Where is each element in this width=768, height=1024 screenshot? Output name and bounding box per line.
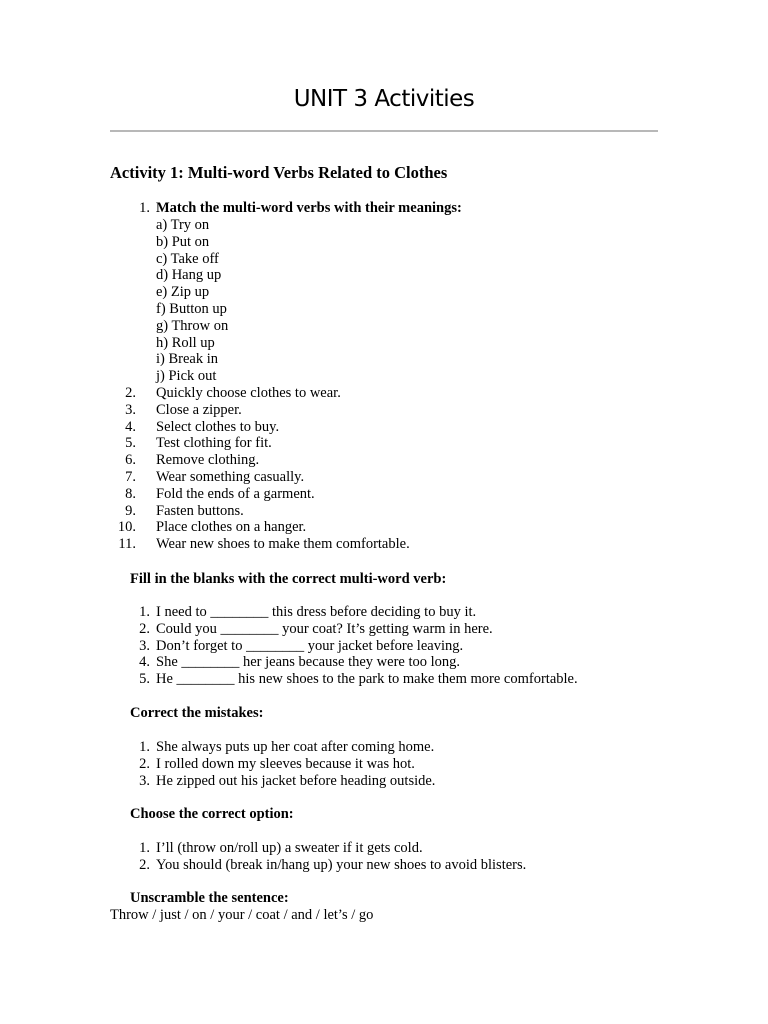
list-text: Test clothing for fit. xyxy=(156,435,272,452)
list-text: I need to ________ this dress before deciding to buy it. xyxy=(156,604,477,620)
list-text: She ________ her jeans because they were too long. xyxy=(156,654,461,671)
list-number: 7. xyxy=(125,468,136,485)
list-number: 4. xyxy=(139,654,150,671)
list-number: 10. xyxy=(117,519,136,536)
list-text: Don’t forget to ________ your jacket before leaving. xyxy=(156,637,464,654)
option-item: d) Hang up xyxy=(156,267,222,284)
list-item xyxy=(110,638,750,655)
list-item xyxy=(110,402,710,419)
list-text: I rolled down my sleeves because it was hot. xyxy=(156,755,415,772)
option-item: h) Roll up xyxy=(156,334,215,351)
list-text: He ________ his new shoes to the park to make them more comfortable. xyxy=(156,671,578,688)
list-number: 11. xyxy=(118,536,136,553)
list-item xyxy=(110,503,710,520)
list-number: 4. xyxy=(125,418,136,435)
match-instruction-row xyxy=(110,200,710,217)
page-title: UNIT 3 Activities xyxy=(293,86,475,112)
list-item xyxy=(110,435,710,452)
option-item: a) Try on xyxy=(156,217,210,233)
list-text: You should (break in/hang up) your new shoes to avoid blisters. xyxy=(156,856,527,873)
choose-list xyxy=(110,840,710,874)
list-item xyxy=(110,519,710,536)
list-item xyxy=(110,840,710,857)
option-item: b) Put on xyxy=(156,233,210,250)
list-item xyxy=(110,621,750,638)
list-text: She always puts up her coat after coming home. xyxy=(156,739,435,755)
list-number: 3. xyxy=(139,637,150,654)
mistakes-heading: Correct the mistakes: xyxy=(130,705,264,721)
title-divider xyxy=(110,130,658,132)
list-text: Select clothes to buy. xyxy=(156,418,280,435)
list-number: 6. xyxy=(125,452,136,469)
list-number: 2. xyxy=(139,755,150,772)
list-number: 8. xyxy=(125,485,136,502)
fill-list xyxy=(110,604,750,688)
list-text: Could you ________ your coat? It’s getting warm in here. xyxy=(156,620,493,637)
list-item xyxy=(110,486,710,503)
list-item xyxy=(110,739,710,756)
match-options xyxy=(156,217,456,385)
list-text: Wear new shoes to make them comfortable. xyxy=(156,536,410,553)
list-item xyxy=(110,419,710,436)
list-number: 1. xyxy=(139,200,150,216)
list-number: 2. xyxy=(139,856,150,873)
meanings-list xyxy=(110,385,710,553)
activity-heading: Activity 1: Multi-word Verbs Related to Clothes xyxy=(110,163,448,182)
list-text: Close a zipper. xyxy=(156,401,242,418)
list-item xyxy=(110,604,750,621)
match-instruction: Match the multi-word verbs with their meanings: xyxy=(156,200,462,216)
list-number: 5. xyxy=(139,671,150,688)
option-item: j) Pick out xyxy=(156,368,217,385)
list-number: 1. xyxy=(139,739,150,755)
unscramble-heading: Unscramble the sentence: xyxy=(130,890,289,906)
list-item xyxy=(110,671,750,688)
list-number: 9. xyxy=(125,502,136,519)
list-text: Quickly choose clothes to wear. xyxy=(156,385,341,401)
list-text: Fasten buttons. xyxy=(156,502,244,519)
option-item: c) Take off xyxy=(156,250,219,267)
option-item: g) Throw on xyxy=(156,317,229,334)
option-item: e) Zip up xyxy=(156,284,210,301)
list-item xyxy=(110,385,710,402)
list-item xyxy=(110,654,750,671)
list-number: 3. xyxy=(139,772,150,789)
list-text: Remove clothing. xyxy=(156,452,260,469)
option-item: i) Break in xyxy=(156,351,219,368)
list-item xyxy=(110,452,710,469)
list-number: 2. xyxy=(139,620,150,637)
list-item xyxy=(110,756,710,773)
unscramble-sentence: Throw / just / on / your / coat / and / let’s / go xyxy=(110,907,374,923)
list-number: 5. xyxy=(125,435,136,452)
list-text: I’ll (throw on/roll up) a sweater if it gets cold. xyxy=(156,840,423,856)
list-number: 1. xyxy=(139,840,150,856)
fill-heading: Fill in the blanks with the correct multi-word verb: xyxy=(130,571,447,587)
list-item xyxy=(110,469,710,486)
list-item xyxy=(110,773,710,790)
list-item xyxy=(110,536,710,553)
list-number: 3. xyxy=(125,401,136,418)
list-text: Wear something casually. xyxy=(156,468,305,485)
list-item xyxy=(110,857,710,874)
list-number: 1. xyxy=(139,604,150,620)
list-text: Fold the ends of a garment. xyxy=(156,485,315,502)
list-text: Place clothes on a hanger. xyxy=(156,519,307,536)
choose-heading: Choose the correct option: xyxy=(130,806,294,822)
list-number: 2. xyxy=(125,385,136,401)
list-text: He zipped out his jacket before heading outside. xyxy=(156,772,436,789)
mistakes-list xyxy=(110,739,710,789)
option-item: f) Button up xyxy=(156,300,227,317)
